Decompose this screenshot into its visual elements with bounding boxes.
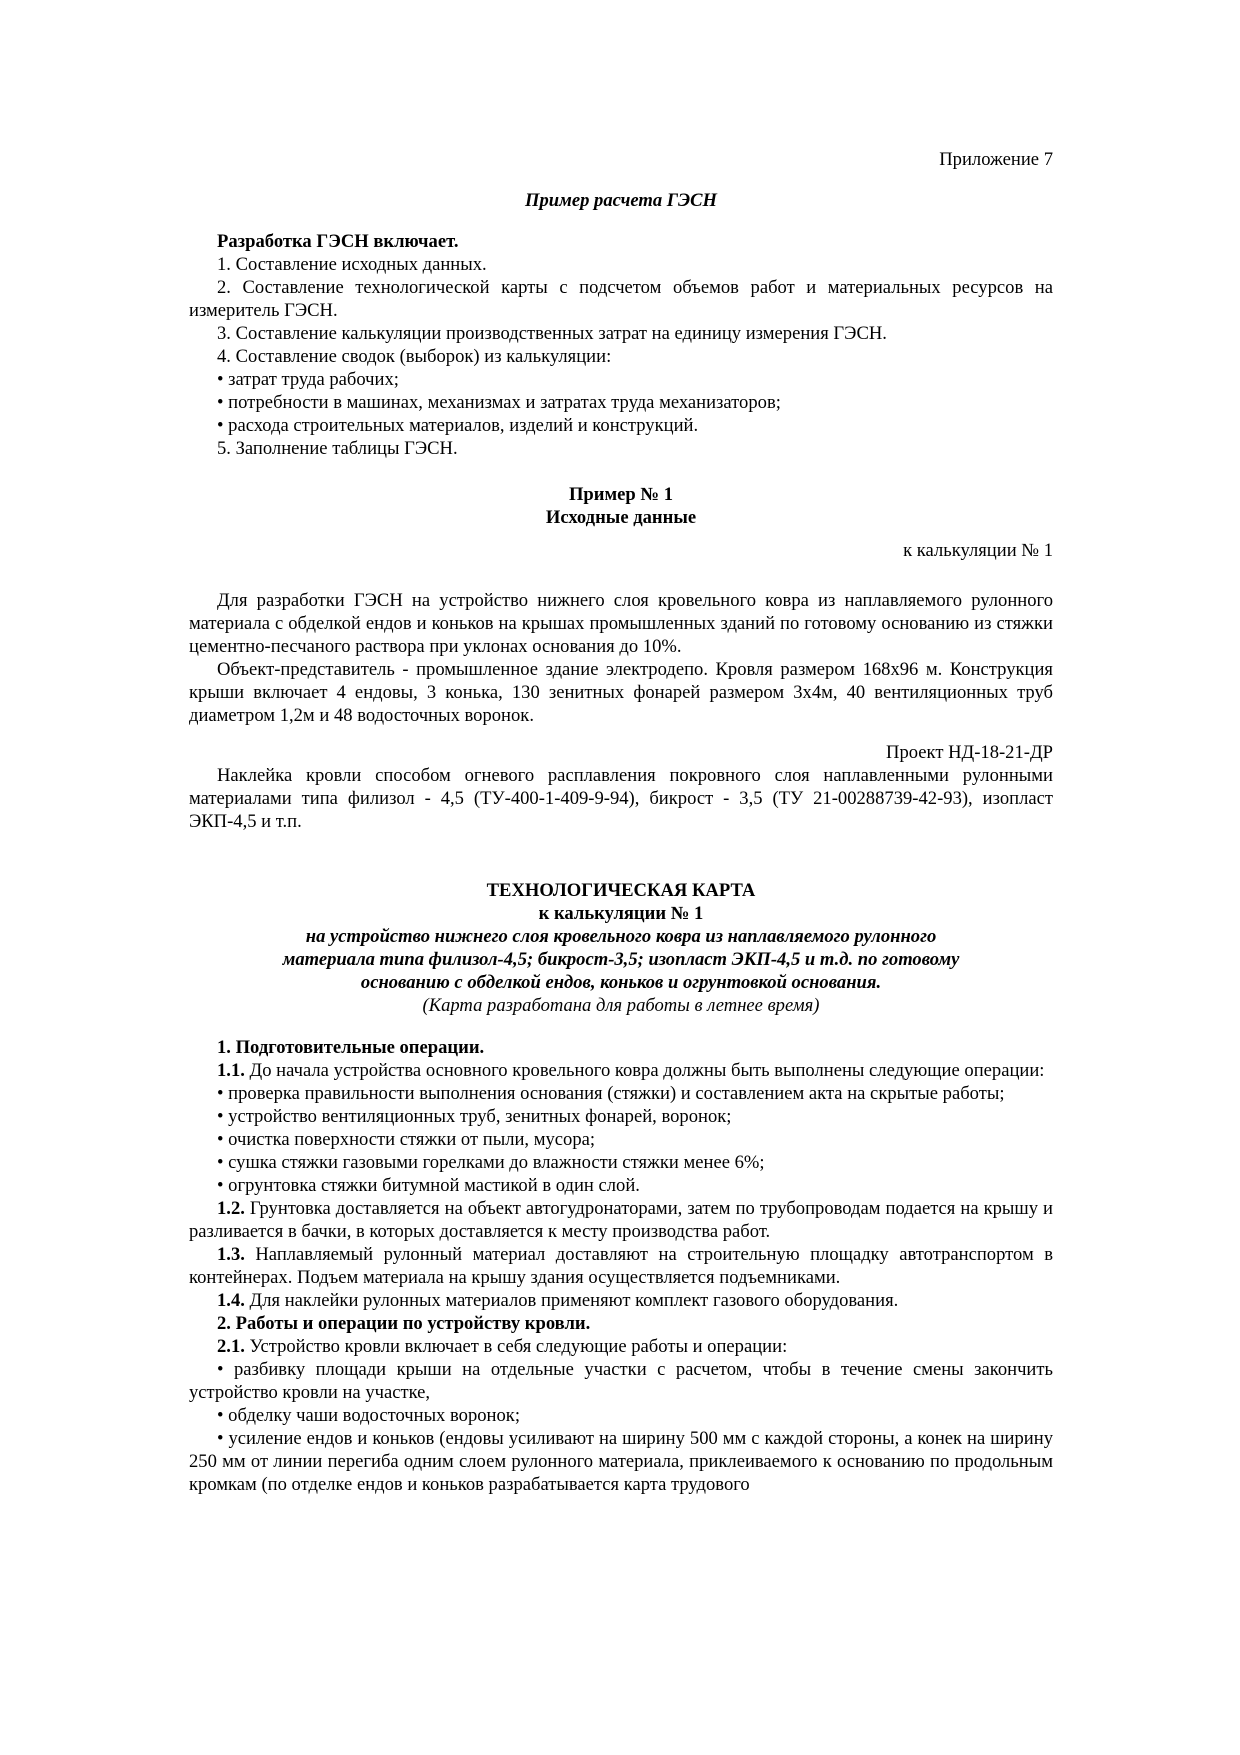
section1-paragraph (189, 1289, 1053, 1312)
paragraph-text: До начала устройства основного кровельного ковра должны быть выполнены следующие операции: (244, 1060, 1045, 1081)
section1-bullet: • сушка стяжки газовыми горелками до влажности стяжки менее 6%; (217, 1152, 765, 1173)
intro-item: 2. Составление технологической карты с подсчетом объемов работ и материальных ресурсов на измеритель ГЭСН. (189, 277, 1053, 321)
calculation-reference: к калькуляции № 1 (903, 540, 1053, 561)
techcard-description-line: основанию с обделкой ендов, коньков и огрунтовкой основания. (360, 972, 882, 993)
section1-paragraph (189, 1197, 1053, 1243)
techcard-note: (Карта разработана для работы в летнее время) (422, 995, 820, 1016)
paragraph-number: 2.1. (217, 1336, 245, 1357)
document-page (189, 148, 1053, 1496)
section2-heading: 2. Работы и операции по устройству кровли. (217, 1313, 591, 1334)
project-reference: Проект НД-18-21-ДР (886, 742, 1053, 763)
intro-item: 4. Составление сводок (выборок) из калькуляции: (217, 346, 612, 367)
paragraph-text: Для наклейки рулонных материалов применяют комплект газового оборудования. (244, 1290, 899, 1311)
example-subheading: Исходные данные (545, 507, 697, 528)
intro-heading: Разработка ГЭСН включает. (217, 231, 459, 252)
paragraph-number: 1.1. (217, 1060, 245, 1081)
paragraph-text: Грунтовка доставляется на объект автогудронаторами, затем по трубопроводам подается на крышу и разливается в бачки, в которых доставляется к месту производства работ. (189, 1198, 1053, 1242)
section2-paragraph (189, 1335, 1053, 1358)
section1-heading: 1. Подготовительные операции. (217, 1037, 485, 1058)
intro-item: 5. Заполнение таблицы ГЭСН. (217, 438, 458, 459)
intro-item: 1. Составление исходных данных. (217, 254, 487, 275)
example-paragraph: Объект-представитель - промышленное здание электродепо. Кровля размером 168х96 м. Конструкция крыши включает 4 ендовы, 3 конька, 130 зенитных фонарей размером 3х4м, 40 вентиляционных труб диаметром 1,2м и 48 водосточных воронок. (189, 659, 1053, 726)
document-title: Пример расчета ГЭСН (524, 190, 717, 211)
intro-bullet: • расхода строительных материалов, изделий и конструкций. (217, 415, 699, 436)
section2-bullet: • усиление ендов и коньков (ендовы усиливают на ширину 500 мм с каждой стороны, а конек на ширину 250 мм от линии перегиба одним слоем рулонного материала, приклеиваемого к основанию по продольным кромкам (по отделке ендов и коньков разрабатывается карта трудового (189, 1428, 1053, 1495)
section2-bullet: • обделку чаши водосточных воронок; (217, 1405, 520, 1426)
appendix-label: Приложение 7 (939, 149, 1053, 170)
techcard-description-line: материала типа филизол-4,5; бикрост-3,5; изопласт ЭКП-4,5 и т.д. по готовому (282, 949, 960, 970)
intro-item: 3. Составление калькуляции производственных затрат на единицу измерения ГЭСН. (217, 323, 887, 344)
intro-bullet: • затрат труда рабочих; (217, 369, 399, 390)
section1-bullet: • устройство вентиляционных труб, зенитных фонарей, воронок; (217, 1106, 732, 1127)
techcard-description-line: на устройство нижнего слоя кровельного ковра из наплавляемого рулонного (305, 926, 937, 947)
paragraph-number: 1.3. (217, 1244, 245, 1265)
section1-bullet: • очистка поверхности стяжки от пыли, мусора; (217, 1129, 596, 1150)
techcard-subtitle: к калькуляции № 1 (538, 903, 704, 924)
paragraph-number: 1.2. (217, 1198, 245, 1219)
section2-bullet: • разбивку площади крыши на отдельные участки с расчетом, чтобы в течение смены закончить устройство кровли на участке, (189, 1359, 1053, 1403)
techcard-title: ТЕХНОЛОГИЧЕСКАЯ КАРТА (486, 880, 756, 901)
section1-bullet: • проверка правильности выполнения основания (стяжки) и составлением акта на скрытые работы; (217, 1083, 1005, 1104)
example-heading: Пример № 1 (568, 484, 674, 505)
paragraph-text: Устройство кровли включает в себя следующие работы и операции: (244, 1336, 788, 1357)
paragraph-number: 1.4. (217, 1290, 245, 1311)
section1-bullet: • огрунтовка стяжки битумной мастикой в один слой. (217, 1175, 640, 1196)
section1-paragraph (189, 1059, 1053, 1082)
intro-bullet: • потребности в машинах, механизмах и затратах труда механизаторов; (217, 392, 781, 413)
example-paragraph: Наклейка кровли способом огневого расплавления покровного слоя наплавленными рулонными материалами типа филизол - 4,5 (ТУ-400-1-409-9-94), бикрост - 3,5 (ТУ 21-00288739-42-93), изопласт ЭКП-4,5 и т.п. (189, 765, 1053, 832)
example-paragraph: Для разработки ГЭСН на устройство нижнего слоя кровельного ковра из наплавляемого рулонного материала с обделкой ендов и коньков на крышах промышленных зданий по готовому основанию из стяжки цементно-песчаного раствора при уклонах основания до 10%. (189, 590, 1053, 657)
section1-paragraph (189, 1243, 1053, 1289)
paragraph-text: Наплавляемый рулонный материал доставляют на строительную площадку автотранспортом в контейнерах. Подъем материала на крышу здания осуществляется подъемниками. (189, 1244, 1053, 1288)
